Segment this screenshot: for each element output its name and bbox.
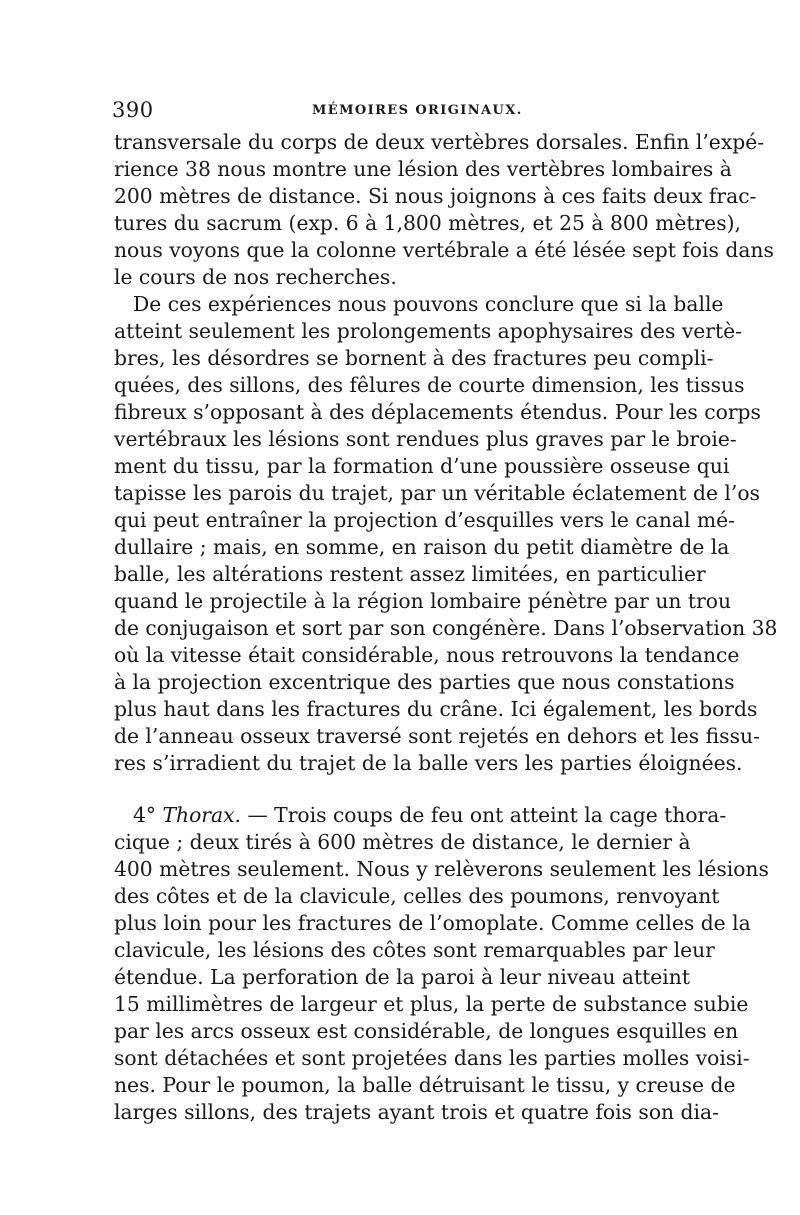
page-number: 390 [112,98,154,122]
text-line: étendue. La perforation de la paroi à leur niveau atteint [114,965,691,989]
running-head [112,98,687,124]
text-line: dullaire ; mais, en somme, en raison du petit diamètre de la [114,535,730,559]
text-line: larges sillons, des trajets ayant trois et quatre fois son dia- [114,1100,719,1124]
text-line: 15 millimètres de largeur et plus, la perte de substance subie [114,992,749,1016]
text-line: tures du sacrum (exp. 6 à 1,800 mètres, et 25 à 800 mètres), [114,211,741,235]
section-label: Thorax. [162,803,241,827]
text-line: fibreux s’opposant à des déplacements étendus. Pour les corps [114,400,761,424]
text-line: transversale du corps de deux vertèbres dorsales. Enfin l’expé- [114,130,765,154]
text-line: de conjugaison et sort par son congénère. Dans l’observation 38 [114,616,778,640]
section-heading-line [133,801,727,829]
text-line: des côtes et de la clavicule, celles des poumons, renvoyant [114,884,720,908]
text-line: ment du tissu, par la formation d’une poussière osseuse qui [114,454,730,478]
text-line: De ces expériences nous pouvons conclure que si la balle [133,292,724,316]
text-line: sont détachées et sont projetées dans les parties molles voisi- [114,1046,750,1070]
text-line: rience 38 nous montre une lésion des vertèbres lombaires à [114,157,732,181]
running-title: MÉMOIRES ORIGINAUX. [312,103,523,118]
text-line: tapisse les parois du trajet, par un véritable éclatement de l’os [114,481,760,505]
text-line: nes. Pour le poumon, la balle détruisant le tissu, y creuse de [114,1073,736,1097]
text-line: qui peut entraîner la projection d’esquilles vers le canal mé- [114,508,736,532]
text-line: res s’irradient du trajet de la balle vers les parties éloignées. [114,751,743,775]
text-line: quées, des sillons, des fêlures de courte dimension, les tissus [114,373,745,397]
text-line: à la projection excentrique des parties que nous constations [114,670,735,694]
text-line: 400 mètres seulement. Nous y relèverons seulement les lésions [114,857,769,881]
text-line: le cours de nos recherches. [114,265,397,289]
text-line: de l’anneau osseux traversé sont rejetés en dehors et les fissu- [114,724,760,748]
text-line: atteint seulement les prolongements apophysaires des vertè- [114,319,742,343]
text-line: où la vitesse était considérable, nous retrouvons la tendance [114,643,740,667]
text-line: 200 mètres de distance. Si nous joignons à ces faits deux frac- [114,184,757,208]
section-first-line-text: — Trois coups de feu ont atteint la cage thora- [247,803,727,827]
text-line: balle, les altérations restent assez limitées, en particulier [114,562,706,586]
text-line: clavicule, les lésions des côtes sont remarquables par leur [114,938,715,962]
text-line: plus loin pour les fractures de l’omoplate. Comme celles de la [114,911,751,935]
section-number: 4° [133,803,157,827]
text-line: vertébraux les lésions sont rendues plus graves par le broie- [114,427,737,451]
text-line: plus haut dans les fractures du crâne. Ici également, les bords [114,697,758,721]
text-line: par les arcs osseux est considérable, de longues esquilles en [114,1019,739,1043]
text-line: nous voyons que la colonne vertébrale a été lésée sept fois dans [114,238,774,262]
text-line: bres, les désordres se bornent à des fractures peu compli- [114,346,714,370]
text-line: cique ; deux tirés à 600 mètres de distance, le dernier à [114,830,691,854]
text-line: quand le projectile à la région lombaire pénètre par un trou [114,589,732,613]
